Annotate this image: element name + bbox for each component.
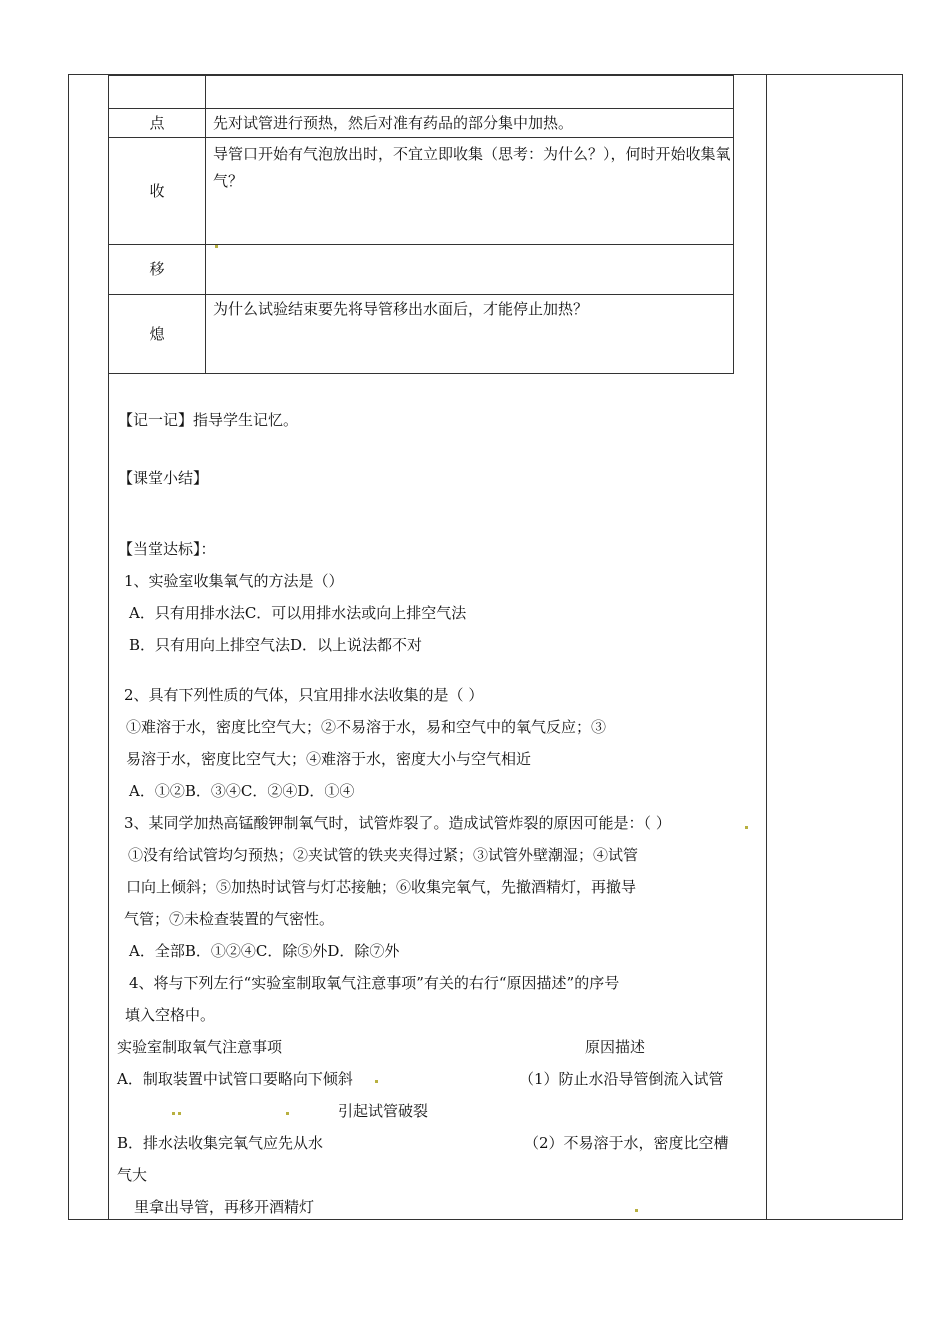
question-2-stem: 2、具有下列性质的气体，只宜用排水法收集的是（ ） <box>124 686 484 704</box>
question-1-option-line: A．只有用排水法C．可以用排水法或向上排空气法 <box>129 604 467 622</box>
step-label: 点 <box>109 109 206 138</box>
match-reason-1: （1）防止水沿导管倒流入试管 <box>519 1070 724 1088</box>
step-text: 为什么试验结束要先将导管移出水面后，才能停止加热？ <box>206 295 734 374</box>
speck-mark <box>215 245 218 248</box>
match-reason-2: （2）不易溶于水，密度比空槽 <box>524 1134 729 1152</box>
speck-mark <box>172 1112 175 1115</box>
practice-heading: 【当堂达标】： <box>118 540 216 558</box>
step-text <box>206 76 734 109</box>
speck-mark <box>286 1112 289 1115</box>
table-row <box>109 245 734 295</box>
table-row <box>109 109 734 138</box>
question-3-line: ①没有给试管均匀预热；②夹试管的铁夹夹得过紧；③试管外壁潮湿；④试管 <box>128 846 639 864</box>
step-label: 收 <box>109 138 206 245</box>
step-text: 导管口开始有气泡放出时，不宜立即收集（思考：为什么？），何时开始收集氧气？ <box>206 138 734 245</box>
match-item-a: A．制取装置中试管口要略向下倾斜 <box>117 1070 353 1088</box>
step-text <box>206 245 734 295</box>
step-label: 移 <box>109 245 206 295</box>
match-reason-2-cont: 气大 <box>117 1166 148 1184</box>
step-label <box>109 76 206 109</box>
match-left-header: 实验室制取氧气注意事项 <box>117 1038 283 1056</box>
question-1-stem: 1、实验室收集氧气的方法是（） <box>124 572 344 590</box>
speck-mark <box>375 1080 378 1083</box>
question-3-options: A．全部B．①②④C．除⑤外D．除⑦外 <box>129 942 400 960</box>
question-4-stem: 4、将与下列左行“实验室制取氧气注意事项”有关的右行“原因描述”的序号 <box>129 974 620 992</box>
question-3-stem: 3、某同学加热高锰酸钾制氧气时，试管炸裂了。造成试管炸裂的原因可能是：（ ） <box>124 814 671 832</box>
speck-mark <box>178 1112 181 1115</box>
question-3-line: 气管；⑦未检查装置的气密性。 <box>124 910 335 928</box>
question-1-option-line: B．只有用向上排空气法D．以上说法都不对 <box>129 636 423 654</box>
table-row <box>109 76 734 109</box>
table-row <box>109 138 734 245</box>
match-reason-1-cont: 引起试管破裂 <box>338 1102 429 1120</box>
question-2-options: A．①②B．③④C．②④D．①④ <box>129 782 355 800</box>
question-2-line: 易溶于水，密度比空气大；④难溶于水，密度大小与空气相近 <box>126 750 532 768</box>
table-row <box>109 295 734 374</box>
step-text: 先对试管进行预热，然后对准有药品的部分集中加热。 <box>206 109 734 138</box>
match-item-b-cont: 里拿出导管，再移开酒精灯 <box>134 1198 315 1216</box>
match-right-header: 原因描述 <box>585 1038 646 1056</box>
experiment-steps-table <box>108 75 734 374</box>
speck-mark <box>635 1209 638 1212</box>
match-item-b: B．排水法收集完氧气应先从水 <box>117 1134 324 1152</box>
question-2-line: ①难溶于水，密度比空气大；②不易溶于水，易和空气中的氧气反应；③ <box>126 718 607 736</box>
question-4-line: 填入空格中。 <box>125 1006 216 1024</box>
question-3-line: 口向上倾斜；⑤加热时试管与灯芯接触；⑥收集完氧气，先撤酒精灯，再撤导 <box>126 878 637 896</box>
speck-mark <box>745 826 748 829</box>
summary-heading: 【课堂小结】 <box>118 469 209 487</box>
step-label: 熄 <box>109 295 206 374</box>
right-column-divider <box>766 74 767 1220</box>
remember-heading: 【记一记】指导学生记忆。 <box>118 411 299 429</box>
